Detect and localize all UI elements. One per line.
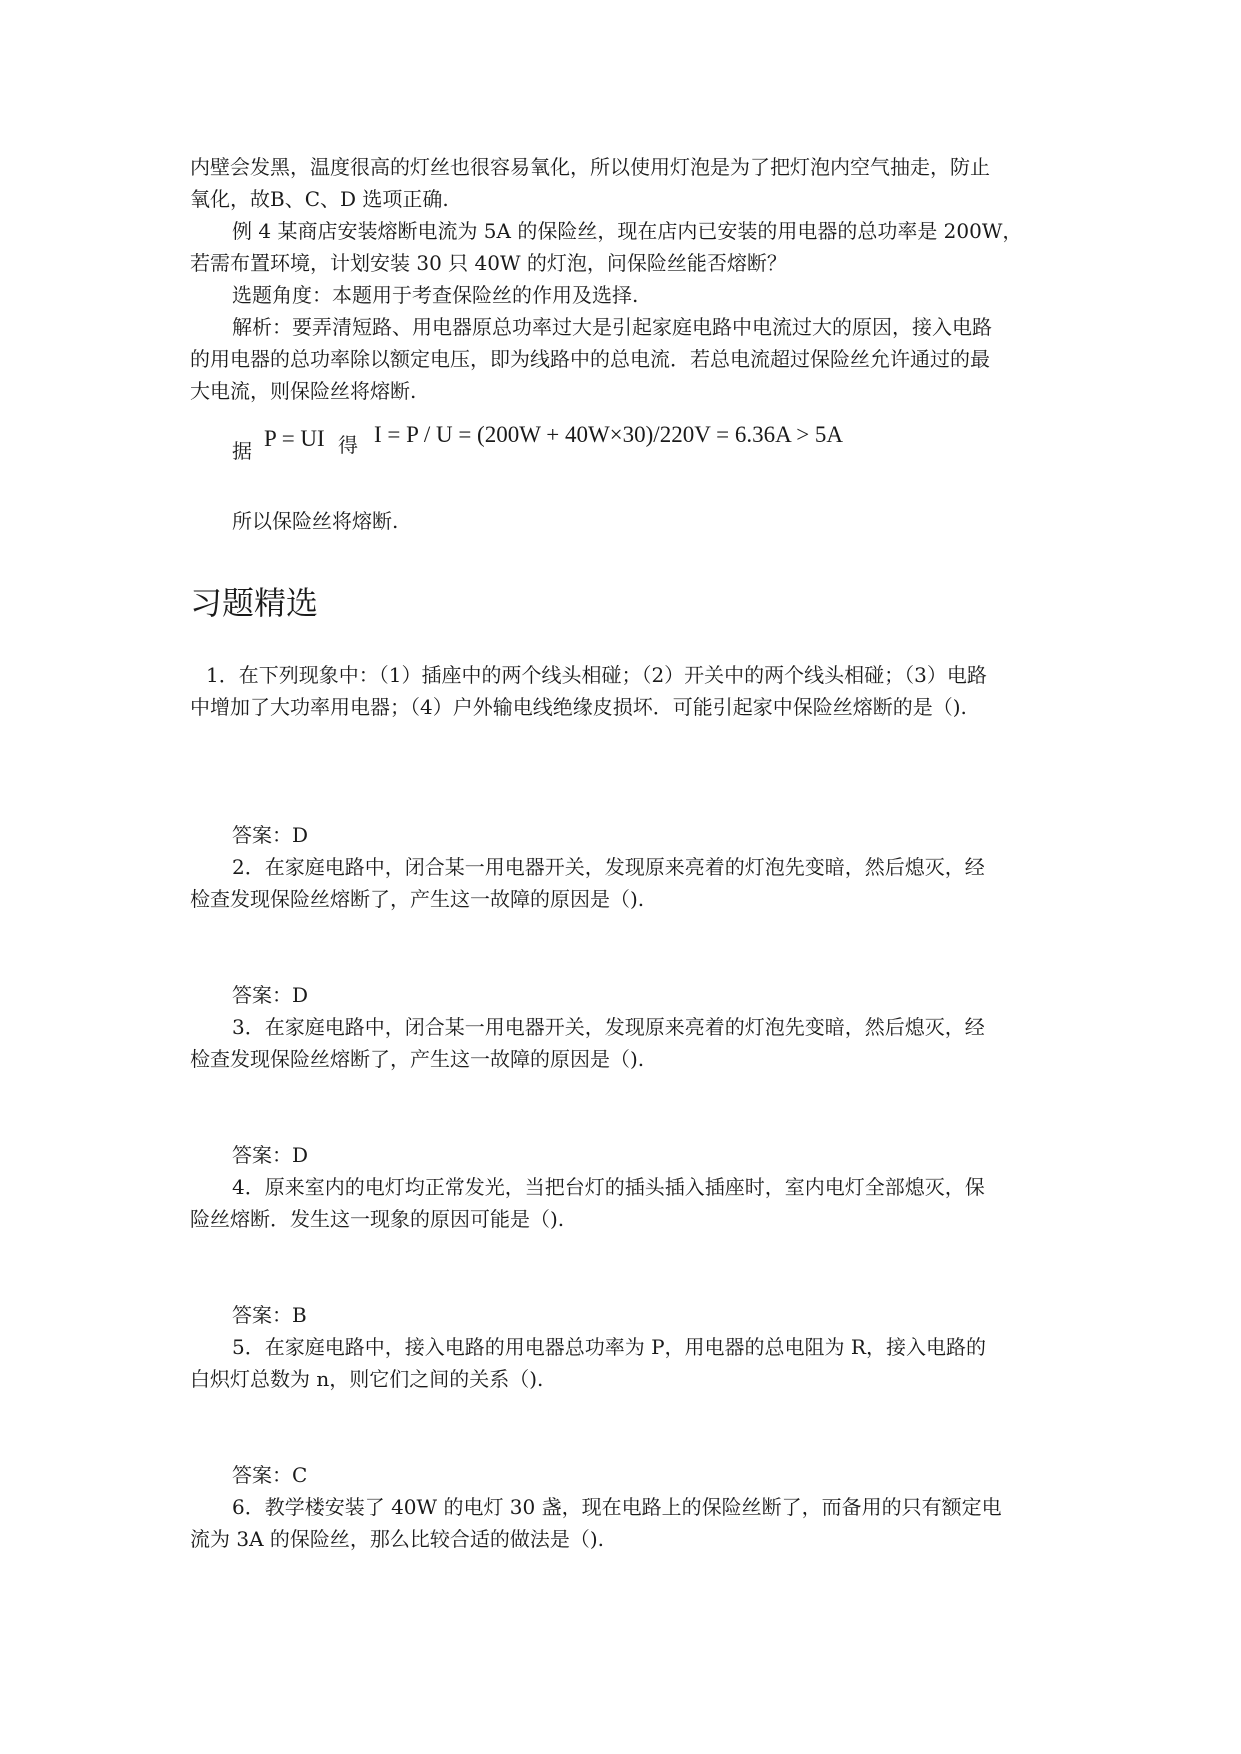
example-question-line-2: 若需布置环境，计划安装 30 只 40W 的灯泡，问保险丝能否熔断？ bbox=[190, 251, 787, 275]
q2-line-1: 2．在家庭电路中，闭合某一用电器开关，发现原来亮着的灯泡先变暗，然后熄灭，经 bbox=[232, 855, 985, 879]
q6-line-2: 流为 3A 的保险丝，那么比较合适的做法是（). bbox=[190, 1527, 605, 1551]
example-question-line-1: 例 4 某商店安装熔断电流为 5A 的保险丝，现在店内已安装的用电器的总功率是 200W， bbox=[232, 219, 1023, 243]
q1-line-1: 1．在下列现象中：（1）插座中的两个线头相碰；（2）开关中的两个线头相碰；（3）电路 bbox=[206, 663, 987, 687]
formula-power: P = UI bbox=[264, 426, 325, 451]
q5-line-2: 白炽灯总数为 n，则它们之间的关系（). bbox=[190, 1367, 544, 1391]
example-angle: 选题角度：本题用于考查保险丝的作用及选择. bbox=[232, 283, 639, 307]
q4-line-1: 4．原来室内的电灯均正常发光，当把台灯的插头插入插座时，室内电灯全部熄灭，保 bbox=[232, 1175, 985, 1199]
q4-line-2: 险丝熔断．发生这一现象的原因可能是（). bbox=[190, 1207, 565, 1231]
q3-answer: 答案：D bbox=[232, 1143, 309, 1167]
section-title: 习题精选 bbox=[190, 584, 319, 622]
formula-current: I = P / U = (200W + 40W×30)/220V = 6.36A > 5A bbox=[374, 422, 844, 447]
q5-answer: 答案：C bbox=[232, 1463, 308, 1487]
example-analysis-line-2: 的用电器的总功率除以额定电压，即为线路中的总电流．若总电流超过保险丝允许通过的最 bbox=[190, 347, 990, 371]
example-analysis-line-1: 解析：要弄清短路、用电器原总功率过大是引起家庭电路中电流过大的原因，接入电路 bbox=[232, 315, 992, 339]
q3-line-1: 3．在家庭电路中，闭合某一用电器开关，发现原来亮着的灯泡先变暗，然后熄灭，经 bbox=[232, 1015, 985, 1039]
q2-answer: 答案：D bbox=[232, 983, 309, 1007]
q1-answer: 答案：D bbox=[232, 823, 309, 847]
intro-line-2: 氧化，故B、C、D 选项正确. bbox=[190, 187, 449, 211]
q6-line-1: 6．教学楼安装了 40W 的电灯 30 盏，现在电路上的保险丝断了，而备用的只有额定电 bbox=[232, 1495, 1002, 1519]
q2-line-2: 检查发现保险丝熔断了，产生这一故障的原因是（). bbox=[190, 887, 645, 911]
q3-line-2: 检查发现保险丝熔断了，产生这一故障的原因是（). bbox=[190, 1047, 645, 1071]
formula-prefix: 据 bbox=[232, 439, 252, 463]
q5-line-1: 5．在家庭电路中，接入电路的用电器总功率为 P，用电器的总电阻为 R，接入电路的 bbox=[232, 1335, 986, 1359]
intro-line-1: 内壁会发黑，温度很高的灯丝也很容易氧化，所以使用灯泡是为了把灯泡内空气抽走，防止 bbox=[190, 155, 990, 179]
example-conclusion: 所以保险丝将熔断. bbox=[232, 509, 399, 533]
example-analysis-line-3: 大电流，则保险丝将熔断. bbox=[190, 379, 417, 403]
formula-de: 得 bbox=[338, 433, 358, 457]
q1-line-2: 中增加了大功率用电器；（4）户外输电线绝缘皮损坏．可能引起家中保险丝熔断的是（). bbox=[190, 695, 967, 719]
q4-answer: 答案：B bbox=[232, 1303, 307, 1327]
formula-row bbox=[232, 424, 1052, 474]
